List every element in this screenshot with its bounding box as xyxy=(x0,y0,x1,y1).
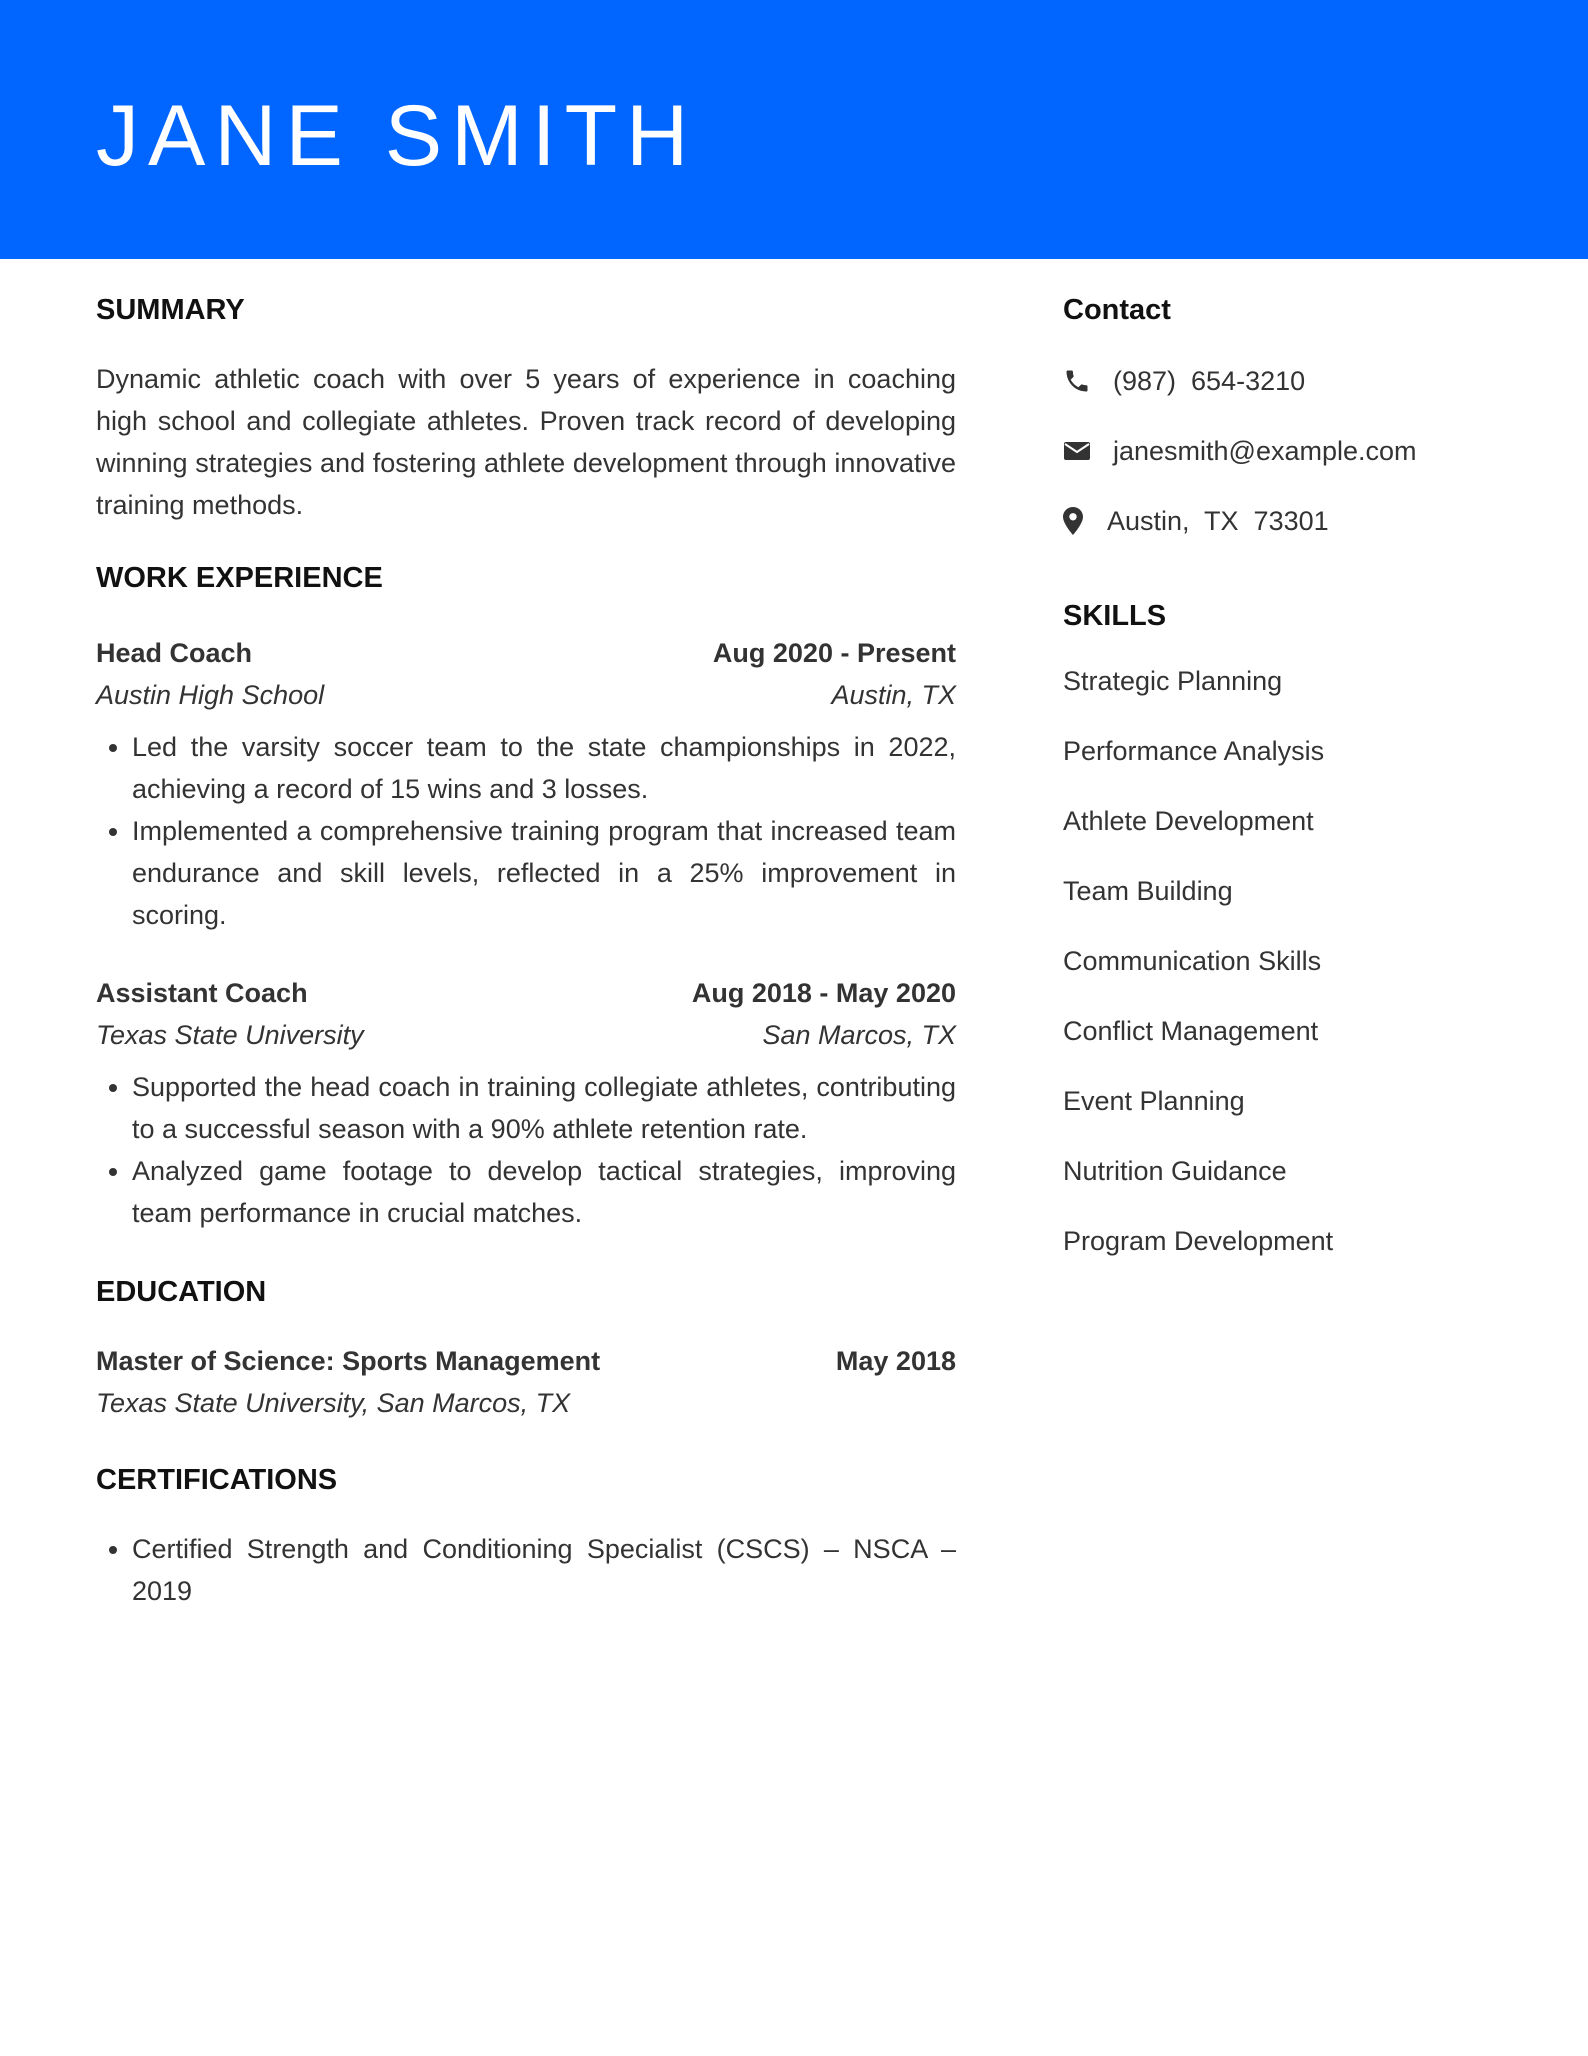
summary-text: Dynamic athletic coach with over 5 years of experience in coaching high school and collegiate athletes. Proven track record of developing winning strategies and fostering athlete development through innovative training methods. xyxy=(96,364,956,520)
job-dates: Aug 2020 - Present xyxy=(712,638,956,668)
map-pin-icon xyxy=(1063,506,1087,536)
email-address[interactable]: janesmith@example.com xyxy=(1113,435,1417,466)
skill-item: Strategic Planning xyxy=(1063,666,1283,696)
phone-number[interactable]: (987) 654-3210 xyxy=(1113,365,1306,396)
graduation-date: May 2018 xyxy=(835,1346,956,1376)
skill-item: Team Building xyxy=(1063,876,1233,906)
job-title: Assistant Coach xyxy=(96,978,308,1008)
skills-list xyxy=(1063,660,1503,1262)
contact-phone xyxy=(1063,360,1503,402)
envelope-icon xyxy=(1063,436,1093,466)
phone-icon xyxy=(1063,366,1093,396)
certifications-list xyxy=(96,1528,956,1612)
location-text: Austin, TX 73301 xyxy=(1107,505,1329,536)
education-heading: EDUCATION xyxy=(96,1276,267,1308)
work-experience-heading: WORK EXPERIENCE xyxy=(96,562,383,594)
skill-item: Communication Skills xyxy=(1063,946,1322,976)
contact-list xyxy=(1063,360,1503,542)
job-bullet: • Analyzed game footage to develop tactical strategies, improving team performance in crucial matches. xyxy=(132,1150,956,1234)
sidebar xyxy=(1063,292,1503,1290)
contact-heading: Contact xyxy=(1063,294,1171,326)
summary-heading: SUMMARY xyxy=(96,294,245,326)
skill-item: Conflict Management xyxy=(1063,1016,1319,1046)
job-bullet: • Supported the head coach in training collegiate athletes, contributing to a successful season with a 90% athlete retention rate. xyxy=(132,1066,956,1150)
job-entry xyxy=(96,632,956,936)
header-banner xyxy=(0,0,1588,259)
education-entry xyxy=(96,1340,956,1424)
main-column xyxy=(96,292,956,1612)
job-title: Head Coach xyxy=(96,638,253,668)
skill-item: Program Development xyxy=(1063,1226,1334,1256)
job-bullet: • Implemented a comprehensive training program that increased team endurance and skill levels, reflected in a 25% improvement in scoring. xyxy=(132,810,956,936)
skills-heading: SKILLS xyxy=(1063,600,1167,632)
job-entry xyxy=(96,972,956,1234)
contact-email xyxy=(1063,430,1503,472)
job-bullet: • Led the varsity soccer team to the state championships in 2022, achieving a record of 15 wins and 3 losses. xyxy=(132,726,956,810)
job-dates: Aug 2018 - May 2020 xyxy=(691,978,956,1008)
job-bullets xyxy=(96,1066,956,1234)
job-location: Austin, TX xyxy=(831,680,956,710)
degree: Master of Science: Sports Management xyxy=(96,1346,601,1376)
skill-item: Event Planning xyxy=(1063,1086,1245,1116)
job-organization: Austin High School xyxy=(96,680,325,710)
candidate-name: JANE SMITH xyxy=(96,88,698,184)
contact-location xyxy=(1063,500,1503,542)
skill-item: Athlete Development xyxy=(1063,806,1314,836)
job-organization: Texas State University xyxy=(96,1020,364,1050)
school: Texas State University, San Marcos, TX xyxy=(96,1388,571,1418)
job-location: San Marcos, TX xyxy=(762,1020,956,1050)
job-bullets xyxy=(96,726,956,936)
certification-item: • Certified Strength and Conditioning Specialist (CSCS) – NSCA – 2019 xyxy=(132,1528,956,1612)
skill-item: Performance Analysis xyxy=(1063,736,1325,766)
certifications-heading: CERTIFICATIONS xyxy=(96,1464,338,1496)
skill-item: Nutrition Guidance xyxy=(1063,1156,1287,1186)
